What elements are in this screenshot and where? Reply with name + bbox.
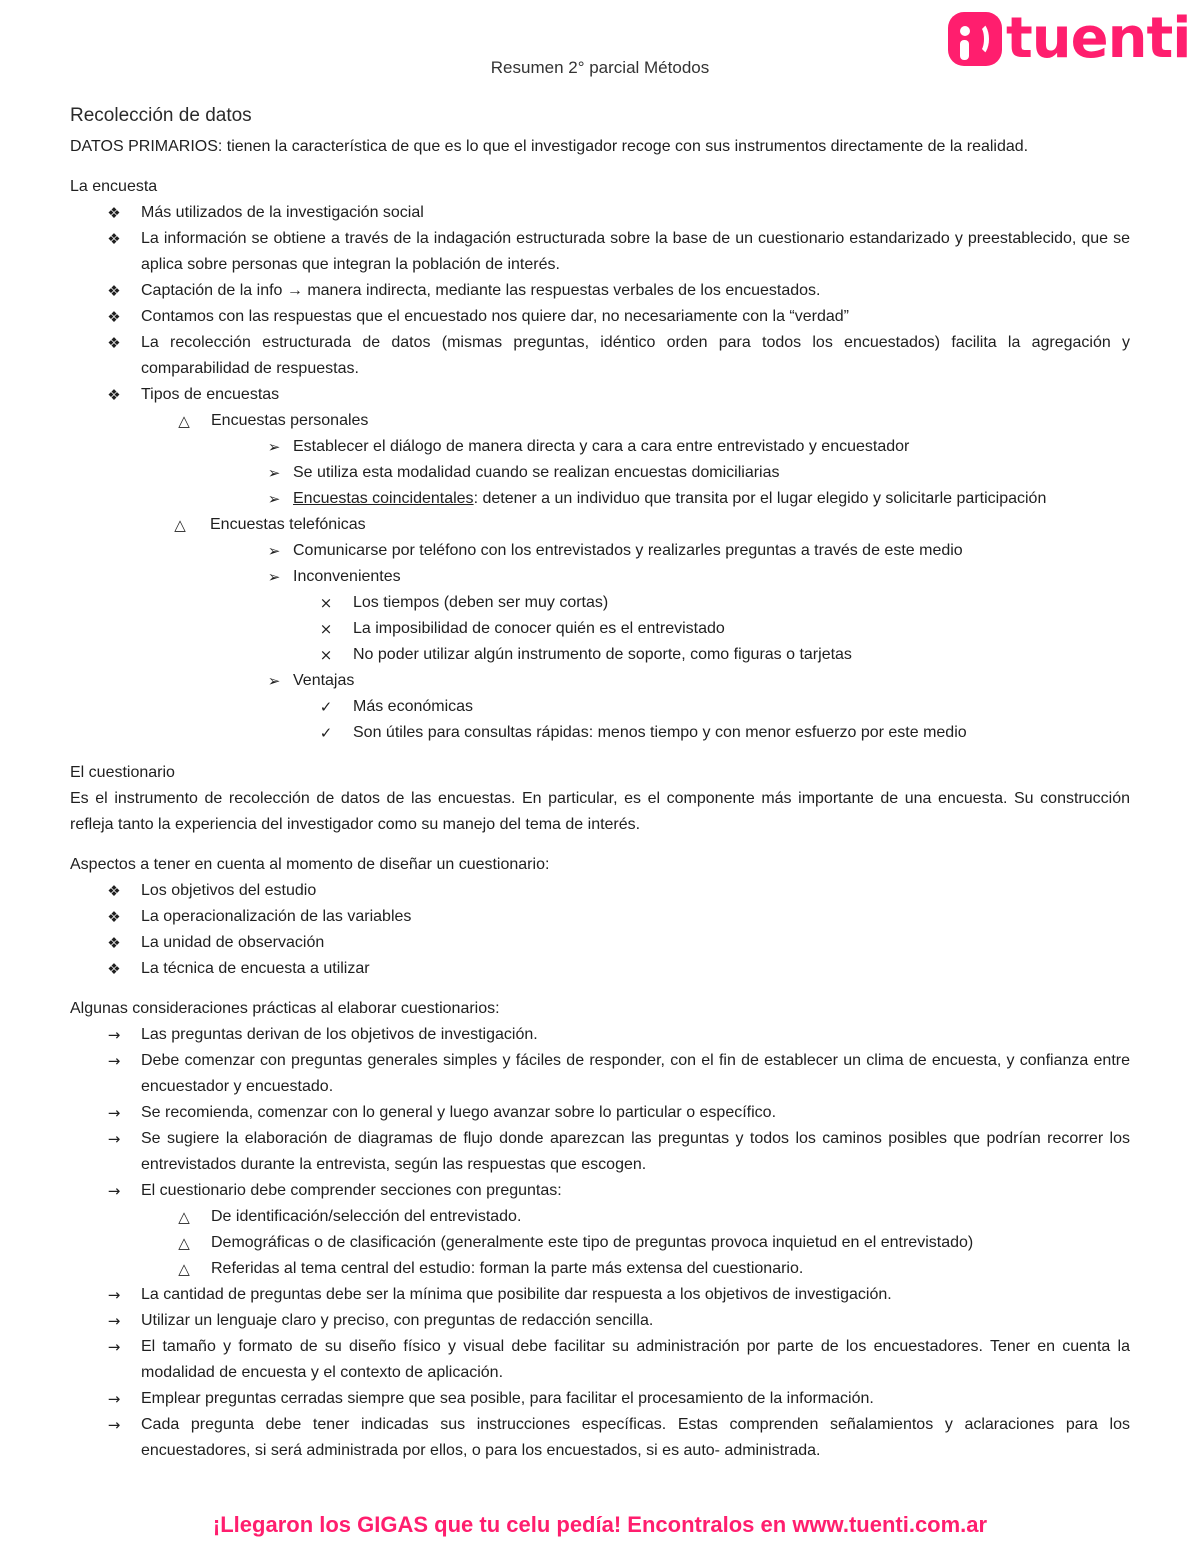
list-item: → Debe comenzar con preguntas generales simples y fáciles de responder, con el fin de establecer un clima de encuesta, y confianza entre encuestador y encuestado.	[70, 1048, 1130, 1100]
triangle-bullet-icon: △	[178, 1260, 190, 1278]
list-item: ❖ Los objetivos del estudio	[70, 878, 1130, 904]
list-item: → Utilizar un lenguaje claro y preciso, con preguntas de redacción sencilla.	[70, 1308, 1130, 1334]
diamond-bullet-icon: ❖	[107, 882, 121, 900]
promo-footer-link[interactable]: ¡Llegaron los GIGAS que tu celu pedía! Encontralos en www.tuenti.com.ar	[212, 1512, 988, 1537]
subheading-consideraciones: Algunas consideraciones prácticas al elaborar cuestionarios:	[70, 1000, 500, 1017]
arrowhead-bullet-icon: ➢	[267, 464, 281, 482]
arrow-bullet-icon: →	[107, 1130, 121, 1148]
diamond-bullet-icon: ❖	[107, 308, 121, 326]
arrow-bullet-icon: →	[107, 1182, 121, 1200]
arrow-bullet-icon: →	[107, 1390, 121, 1408]
list-item: ❖ La operacionalización de las variables	[70, 904, 1130, 930]
list-item: ❖ Captación de la info → manera indirecta, mediante las respuestas verbales de los encuestados.	[70, 278, 1130, 304]
triangle-bullet-icon: △	[174, 516, 186, 534]
list-item: ✓ Son útiles para consultas rápidas: menos tiempo y con menor esfuerzo por este medio	[70, 720, 1130, 746]
encuesta-list	[70, 200, 1130, 746]
list-item: ➢ Encuestas coincidentales: detener a un individuo que transita por el lugar elegido y solicitarle participación	[70, 486, 1130, 512]
checkmark-bullet-icon: ✓	[319, 698, 333, 716]
cross-bullet-icon: ×	[319, 594, 333, 612]
diamond-bullet-icon: ❖	[107, 386, 121, 404]
list-item: → La cantidad de preguntas debe ser la mínima que posibilite dar respuesta a los objetivos de investigación.	[70, 1282, 1130, 1308]
triangle-bullet-icon: △	[178, 412, 190, 430]
arrowhead-bullet-icon: ➢	[267, 542, 281, 560]
diamond-bullet-icon: ❖	[107, 908, 121, 926]
list-item: × No poder utilizar algún instrumento de soporte, como figuras o tarjetas	[70, 642, 1130, 668]
cross-bullet-icon: ×	[319, 646, 333, 664]
list-item: × La imposibilidad de conocer quién es el entrevistado	[70, 616, 1130, 642]
cross-bullet-icon: ×	[319, 620, 333, 638]
list-item: ❖ La recolección estructurada de datos (mismas preguntas, idéntico orden para todos los encuestados) facilita la agregación y comparabilidad de respuestas.	[70, 330, 1130, 382]
arrowhead-bullet-icon: ➢	[267, 490, 281, 508]
triangle-bullet-icon: △	[178, 1208, 190, 1226]
arrow-bullet-icon: →	[107, 1416, 121, 1434]
list-item: ✓ Más económicas	[70, 694, 1130, 720]
list-item-personales: △ Encuestas personales	[70, 408, 1130, 434]
diamond-bullet-icon: ❖	[107, 204, 121, 222]
list-item: △ Demográficas o de clasificación (generalmente este tipo de preguntas provoca inquietud en el entrevistado)	[70, 1230, 1130, 1256]
arrowhead-bullet-icon: ➢	[267, 672, 281, 690]
list-item: → Cada pregunta debe tener indicadas sus instrucciones específicas. Estas comprenden señalamientos y aclaraciones para los encuestadores, si será administrada por ellos, o para los encuestados, si es auto- administrada.	[70, 1412, 1130, 1464]
list-item: ➢ Se utiliza esta modalidad cuando se realizan encuestas domiciliarias	[70, 460, 1130, 486]
logo-text: tuenti	[1006, 6, 1191, 71]
list-item: △ Referidas al tema central del estudio: forman la parte más extensa del cuestionario.	[70, 1256, 1130, 1282]
section-heading: Recolección de datos	[70, 105, 252, 126]
diamond-bullet-icon: ❖	[107, 960, 121, 978]
diamond-bullet-icon: ❖	[107, 934, 121, 952]
subheading-aspectos: Aspectos a tener en cuenta al momento de diseñar un cuestionario:	[70, 856, 550, 873]
arrow-bullet-icon: →	[107, 1338, 121, 1356]
arrowhead-bullet-icon: ➢	[267, 438, 281, 456]
list-item: ➢ Inconvenientes	[70, 564, 1130, 590]
list-item: → Emplear preguntas cerradas siempre que sea posible, para facilitar el procesamiento de la información.	[70, 1386, 1130, 1412]
list-item: ➢ Establecer el diálogo de manera directa y cara a cara entre entrevistado y encuestador	[70, 434, 1130, 460]
list-item: → El tamaño y formato de su diseño físico y visual debe facilitar su administración por parte de los encuestadores. Tener en cuenta la modalidad de encuesta y el contexto de aplicación.	[70, 1334, 1130, 1386]
list-item: ❖ La técnica de encuesta a utilizar	[70, 956, 1130, 982]
list-item: ❖ La unidad de observación	[70, 930, 1130, 956]
arrow-bullet-icon: →	[107, 1026, 121, 1044]
list-item: △ De identificación/selección del entrevistado.	[70, 1204, 1130, 1230]
list-item: ❖ Más utilizados de la investigación social	[70, 200, 1130, 226]
arrow-bullet-icon: →	[107, 1312, 121, 1330]
list-item: → Las preguntas derivan de los objetivos de investigación.	[70, 1022, 1130, 1048]
arrowhead-bullet-icon: ➢	[267, 568, 281, 586]
list-item: ❖ Tipos de encuestas	[70, 382, 1130, 408]
diamond-bullet-icon: ❖	[107, 282, 121, 300]
consideraciones-list	[70, 1022, 1130, 1464]
page-title: Resumen 2° parcial Métodos	[490, 58, 710, 77]
list-item: ❖ Contamos con las respuestas que el encuestado nos quiere dar, no necesariamente con la “verdad”	[70, 304, 1130, 330]
subheading-cuestionario: El cuestionario	[70, 764, 175, 781]
paragraph-cuestionario: Es el instrumento de recolección de datos de las encuestas. En particular, es el componente más importante de una encuesta. Su construcción refleja tanto la experiencia del investigador como su manejo del tema de interés.	[70, 790, 1130, 833]
list-item: ➢ Comunicarse por teléfono con los entrevistados y realizarles preguntas a través de este medio	[70, 538, 1130, 564]
diamond-bullet-icon: ❖	[107, 334, 121, 352]
underlined-term: Encuestas coincidentales	[293, 490, 474, 507]
arrow-bullet-icon: →	[107, 1104, 121, 1122]
list-item: ➢ Ventajas	[70, 668, 1130, 694]
checkmark-bullet-icon: ✓	[319, 724, 333, 742]
list-item: × Los tiempos (deben ser muy cortas)	[70, 590, 1130, 616]
arrow-bullet-icon: →	[107, 1052, 121, 1070]
aspectos-list	[70, 878, 1130, 982]
list-item: ❖ La información se obtiene a través de la indagación estructurada sobre la base de un cuestionario estandarizado y preestablecido, que se aplica sobre personas que integran la población de interés.	[70, 226, 1130, 278]
list-item: → El cuestionario debe comprender secciones con preguntas:	[70, 1178, 1130, 1204]
list-item-telefonicas: △ Encuestas telefónicas	[70, 512, 1130, 538]
document-body	[70, 102, 1130, 1464]
paragraph-primary-data: DATOS PRIMARIOS: tienen la característica de que es lo que el investigador recoge con sus instrumentos directamente de la realidad.	[70, 138, 1029, 155]
list-item: → Se recomienda, comenzar con lo general y luego avanzar sobre lo particular o específico.	[70, 1100, 1130, 1126]
list-item: → Se sugiere la elaboración de diagramas de flujo donde aparezcan las preguntas y todos los caminos posibles que podrían recorrer los entrevistados durante la entrevista, según las respuestas que escogen.	[70, 1126, 1130, 1178]
arrow-bullet-icon: →	[107, 1286, 121, 1304]
triangle-bullet-icon: △	[178, 1234, 190, 1252]
subheading-encuesta: La encuesta	[70, 178, 158, 195]
diamond-bullet-icon: ❖	[107, 230, 121, 248]
